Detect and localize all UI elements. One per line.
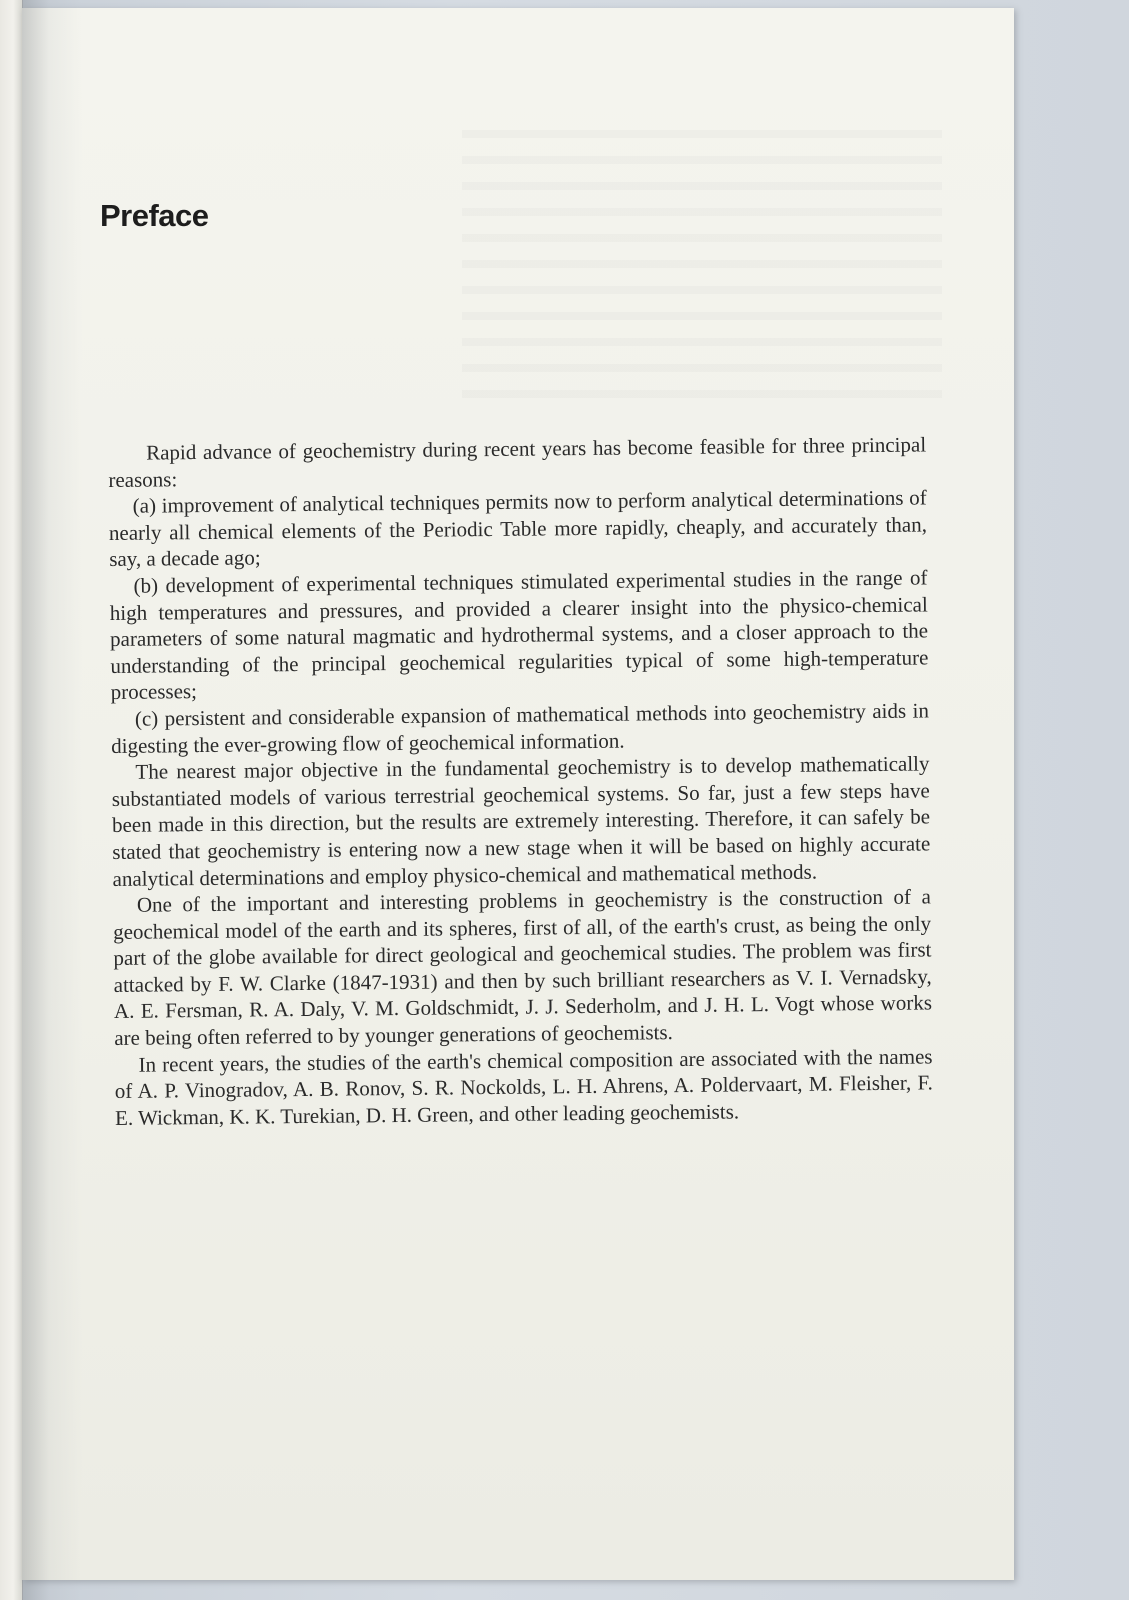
paragraph-intro: Rapid advance of geochemistry during recent years has become feasible for three principal reasons: — [108, 432, 927, 492]
paragraph-reason-b: (b) development of experimental techniques stimulated experimental studies in the range of high temperatures and pressures, and provided a clearer insight into the physico-chemical parameters of some natural magmatic and hydrothermal systems, and a closer approach to the understanding of the principal geochemical regularities typical of some high-temperature processes; — [109, 565, 929, 705]
previous-page-edge — [0, 0, 23, 1600]
paragraph-earth-model: One of the important and interesting problems in geochemistry is the construction of a geochemical model of the earth and its spheres, first of all, of the earth's crust, as being the only part of the globe available for direct geological and geochemical studies. The problem was first attacked by F. W. Clarke (1847-1931) and then by such brilliant researchers as V. I. Vernadsky, A. E. Fersman, R. A. Daly, V. M. Goldschmidt, J. J. Sederholm, and J. H. L. Vogt whose works are being often referred to by younger generations of geochemists. — [113, 884, 933, 1051]
paragraph-reason-a: (a) improvement of analytical techniques permits now to perform analytical determinations of nearly all chemical elements of the Periodic Table more rapidly, cheaply, and accurately than, say, a decade ago; — [108, 485, 928, 572]
page-heading: Preface — [100, 198, 209, 233]
spine-shadow — [22, 0, 82, 1600]
body-text — [108, 431, 933, 1131]
paragraph-objective: The nearest major objective in the fundamental geochemistry is to develop mathematically substantiated models of various terrestrial geochemical systems. So far, just a few steps have been made in this direction, but the results are extremely interesting. Therefore, it can safely be stated that geochemistry is entering now a new stage when it will be based on highly accurate analytical determinations and employ physico-chemical and mathematical methods. — [111, 751, 931, 891]
book-page — [22, 8, 1014, 1580]
paragraph-recent-studies: In recent years, the studies of the earth's chemical composition are associated with the names of A. P. Vinogradov, A. B. Ronov, S. R. Nockolds, L. H. Ahrens, A. Poldervaart, M. Fleisher, F. E. Wickman, K. K. Turekian, D. H. Green, and other leading geochemists. — [114, 1044, 933, 1130]
paragraph-reason-c: (c) persistent and considerable expansion of mathematical methods into geochemistry aids in digesting the ever-growing flow of geochemical information. — [111, 698, 930, 758]
show-through-text — [462, 118, 942, 408]
